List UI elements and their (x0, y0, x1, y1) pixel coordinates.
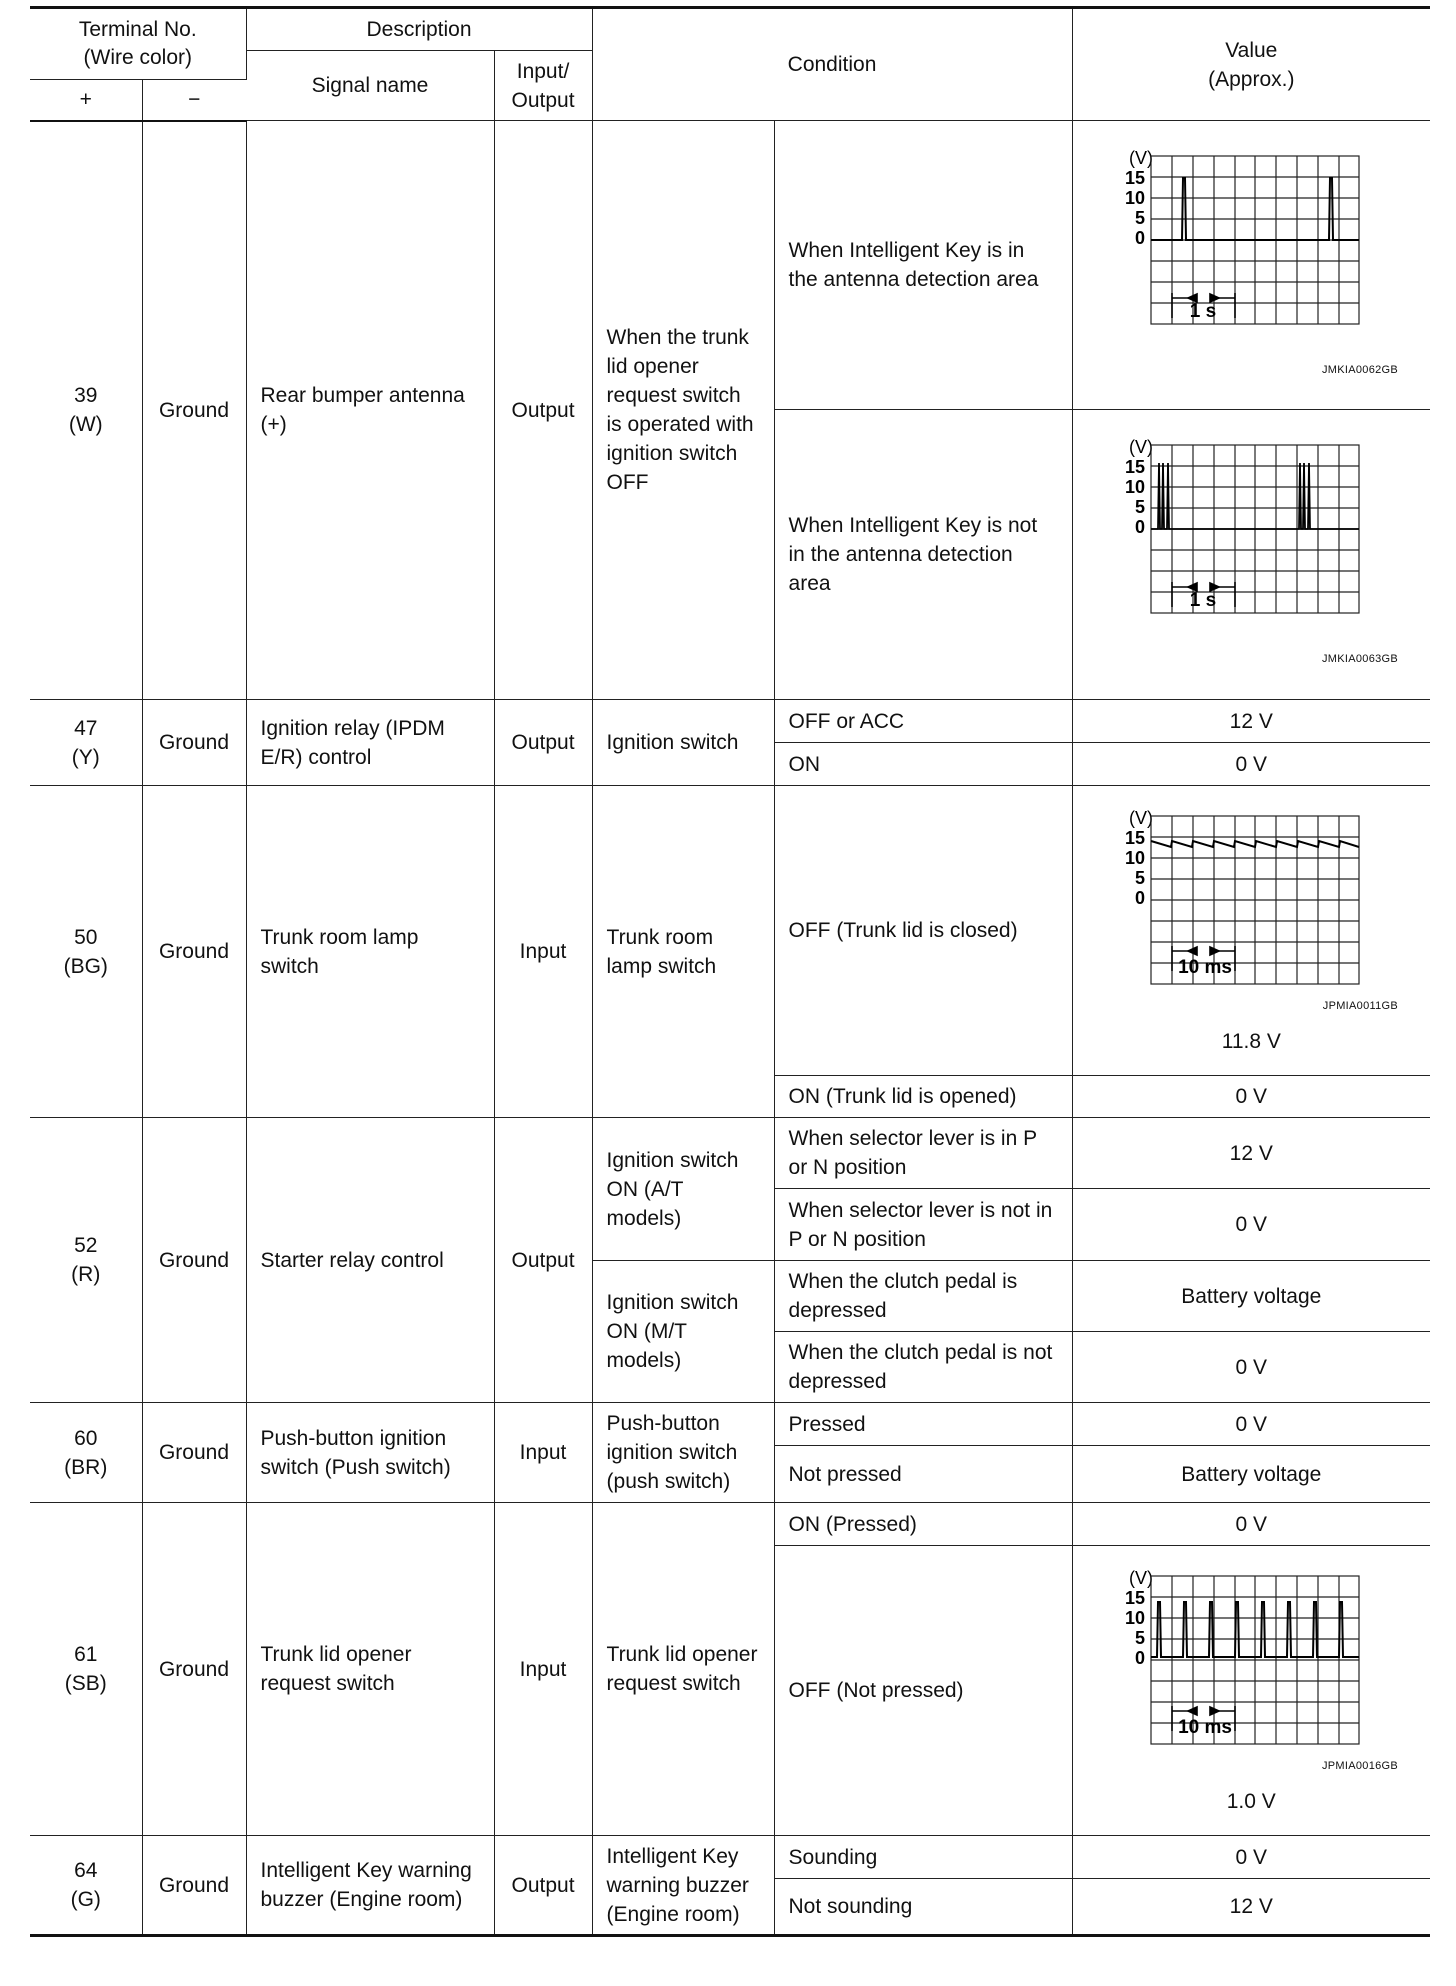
sub-condition: When selector lever is not in P or N position (774, 1189, 1072, 1261)
header-plus: + (30, 80, 142, 121)
condition-cell: Trunk lid opener request switch (592, 1503, 774, 1836)
value-cell: 12 V (1072, 1879, 1430, 1936)
wire-color: (W) (68, 413, 103, 437)
y-tick: 15 (1125, 457, 1146, 477)
sub-condition: ON (Trunk lid is opened) (774, 1076, 1072, 1118)
timebase-label: 1 s (1190, 300, 1217, 322)
y-tick: 5 (1135, 867, 1146, 888)
sub-condition: ON (774, 743, 1072, 786)
wire-color: (G) (70, 1888, 101, 1911)
y-tick: 5 (1135, 497, 1146, 517)
header-condition: Condition (592, 8, 1072, 121)
io-cell: Input (494, 1503, 592, 1836)
table-row-52 (30, 1118, 1430, 1189)
waveform-jmkia0062gb (1087, 146, 1417, 385)
y-tick: 5 (1135, 207, 1146, 228)
minus-cell: Ground (142, 1403, 246, 1503)
terminal-cell-64 (30, 1836, 142, 1936)
sub-condition: When selector lever is in P or N position (774, 1118, 1072, 1189)
terminal-number: 47 (74, 716, 98, 740)
signal-name: Rear bumper antenna (+) (246, 121, 494, 700)
wire-color: (BG) (63, 954, 108, 978)
io-cell: Output (494, 700, 592, 786)
unit-label: (V) (1129, 147, 1154, 168)
approx-label: (Approx.) (1208, 67, 1295, 91)
value-cell: 0 V (1072, 1076, 1430, 1118)
oscilloscope-chart (1101, 146, 1401, 356)
timebase-label: 1 s (1190, 590, 1217, 611)
io-cell: Output (494, 1118, 592, 1403)
header-input-output (494, 51, 592, 121)
terminal-number: 60 (74, 1426, 98, 1450)
y-tick: 5 (1135, 1627, 1146, 1648)
condition-cell: Trunk room lamp switch (592, 786, 774, 1118)
value-cell: 0 V (1072, 743, 1430, 786)
header-description: Description (246, 8, 592, 51)
waveform-cell (1072, 410, 1430, 700)
waveform-cell (1072, 1546, 1430, 1836)
waveform-value-caption: 11.8 V (1221, 1029, 1281, 1053)
header-terminal-no (30, 8, 246, 80)
y-tick: 10 (1125, 477, 1146, 497)
header-value (1072, 8, 1430, 121)
terminal-spec-table (30, 6, 1430, 1937)
y-tick: 0 (1135, 517, 1146, 537)
io-label-1: Input/ (516, 59, 570, 83)
value-cell: 0 V (1072, 1503, 1430, 1546)
waveform-cell (1072, 121, 1430, 410)
io-cell: Output (494, 1836, 592, 1936)
table-row-39 (30, 121, 1430, 410)
y-tick: 15 (1125, 167, 1146, 188)
terminal-number: 52 (74, 1234, 98, 1257)
signal-trace (1151, 841, 1359, 847)
wire-color: (BR) (64, 1455, 108, 1479)
signal-name: Push-button ignition switch (Push switch) (246, 1403, 494, 1503)
sub-condition: Pressed (774, 1403, 1072, 1446)
sub-condition: ON (Pressed) (774, 1503, 1072, 1546)
waveform-value-caption: 1.0 V (1226, 1789, 1276, 1813)
y-tick: 10 (1125, 847, 1146, 868)
terminal-cell-61 (30, 1503, 142, 1836)
value-label: Value (1225, 38, 1278, 62)
terminal-table-page (30, 6, 1430, 1937)
value-cell: 0 V (1072, 1189, 1430, 1261)
table-row-47 (30, 700, 1430, 743)
timebase-label: 10 ms (1178, 1716, 1233, 1738)
signal-name: Intelligent Key warning buzzer (Engine room) (246, 1836, 494, 1936)
io-cell: Output (494, 121, 592, 700)
figure-code: JPMIA0016GB (1321, 1759, 1399, 1772)
sub-condition: When Intelligent Key is in the antenna detection area (774, 121, 1072, 410)
value-cell: 12 V (1072, 700, 1430, 743)
unit-label: (V) (1129, 437, 1154, 457)
signal-name: Starter relay control (246, 1118, 494, 1403)
sub-condition: OFF or ACC (774, 700, 1072, 743)
terminal-cell-50 (30, 786, 142, 1118)
minus-cell: Ground (142, 786, 246, 1118)
terminal-number: 64 (74, 1859, 98, 1882)
wire-color: (Y) (71, 745, 100, 769)
unit-label: (V) (1129, 1567, 1154, 1588)
minus-cell: Ground (142, 1118, 246, 1403)
header-signal-name: Signal name (246, 51, 494, 121)
wire-color-label: (Wire color) (83, 46, 192, 69)
minus-cell: Ground (142, 1503, 246, 1836)
value-cell: 0 V (1072, 1332, 1430, 1403)
minus-cell: Ground (142, 1836, 246, 1936)
waveform-cell (1072, 786, 1430, 1076)
signal-name: Trunk lid opener request switch (246, 1503, 494, 1836)
wire-color: (SB) (64, 1672, 107, 1695)
io-cell: Input (494, 786, 592, 1118)
y-tick: 15 (1125, 1587, 1146, 1608)
sub-condition: When the clutch pedal is not depressed (774, 1332, 1072, 1403)
condition-cell: Ignition switch ON (A/T models) (592, 1118, 774, 1261)
terminal-number: 50 (74, 925, 98, 949)
value-cell: Battery voltage (1072, 1446, 1430, 1503)
condition-cell: Intelligent Key warning buzzer (Engine room) (592, 1836, 774, 1936)
oscilloscope-chart (1101, 435, 1401, 645)
terminal-number: 39 (74, 384, 98, 408)
unit-label: (V) (1129, 807, 1154, 828)
io-cell: Input (494, 1403, 592, 1503)
signal-name: Trunk room lamp switch (246, 786, 494, 1118)
condition-cell: When the trunk lid opener request switch is operated with ignition switch OFF (592, 121, 774, 700)
minus-cell: Ground (142, 700, 246, 786)
terminal-cell-39 (30, 121, 142, 700)
sub-condition: Sounding (774, 1836, 1072, 1879)
signal-name: Ignition relay (IPDM E/R) control (246, 700, 494, 786)
wire-color: (R) (71, 1263, 101, 1286)
minus-cell: Ground (142, 121, 246, 700)
value-cell: 0 V (1072, 1836, 1430, 1879)
waveform-jmkia0063gb (1087, 435, 1417, 674)
sub-condition: When the clutch pedal is depressed (774, 1261, 1072, 1332)
sub-condition: When Intelligent Key is not in the antenna detection area (774, 410, 1072, 700)
oscilloscope-chart (1101, 1566, 1401, 1752)
sub-condition: Not sounding (774, 1879, 1072, 1936)
table-row-50 (30, 786, 1430, 1076)
y-tick: 0 (1135, 227, 1146, 248)
y-tick: 15 (1125, 827, 1146, 848)
y-tick: 10 (1125, 187, 1146, 208)
table-row-60 (30, 1403, 1430, 1446)
y-tick: 0 (1135, 887, 1146, 908)
terminal-cell-60 (30, 1403, 142, 1503)
header-minus: − (142, 80, 246, 121)
figure-code: JPMIA0011GB (1322, 999, 1399, 1012)
timebase-label: 10 ms (1178, 956, 1233, 978)
condition-cell: Push-button ignition switch (push switch) (592, 1403, 774, 1503)
sub-condition: Not pressed (774, 1446, 1072, 1503)
value-cell: 12 V (1072, 1118, 1430, 1189)
sub-condition: OFF (Not pressed) (774, 1546, 1072, 1836)
y-tick: 10 (1125, 1607, 1146, 1628)
terminal-cell-52 (30, 1118, 142, 1403)
table-row-64 (30, 1836, 1430, 1879)
condition-cell: Ignition switch ON (M/T models) (592, 1261, 774, 1403)
waveform-jpmia0016gb (1087, 1566, 1417, 1816)
waveform-jpmia0011gb (1087, 806, 1417, 1056)
table-row-61 (30, 1503, 1430, 1546)
terminal-number: 61 (74, 1643, 98, 1666)
terminal-no-label: Terminal No. (78, 18, 197, 41)
value-cell: 0 V (1072, 1403, 1430, 1446)
terminal-cell-47 (30, 700, 142, 786)
io-label-2: Output (511, 88, 575, 112)
figure-code: JMKIA0062GB (1321, 363, 1399, 376)
figure-code: JMKIA0063GB (1321, 653, 1399, 665)
condition-cell: Ignition switch (592, 700, 774, 786)
value-cell: Battery voltage (1072, 1261, 1430, 1332)
sub-condition: OFF (Trunk lid is closed) (774, 786, 1072, 1076)
y-tick: 0 (1135, 1647, 1146, 1668)
oscilloscope-chart (1101, 806, 1401, 992)
